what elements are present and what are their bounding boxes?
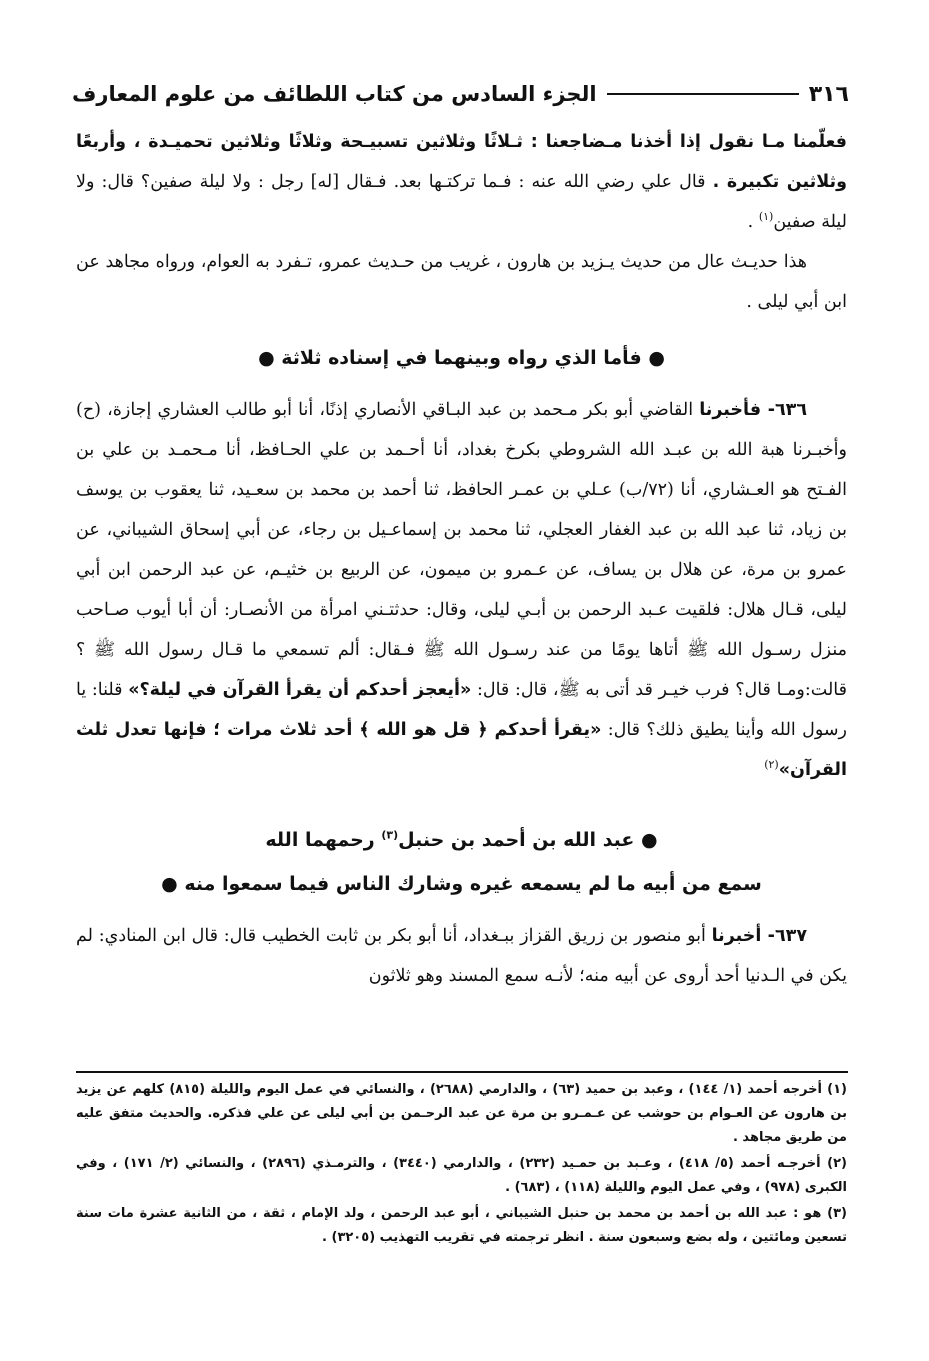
- running-title: الجزء السادس من كتاب اللطائف من علوم المعارف: [72, 82, 597, 106]
- quote-1: «أيعجز أحدكم أن يقرأ القرآن في ليلة؟»: [128, 680, 472, 700]
- main-text: [76, 122, 847, 996]
- header-rule: [607, 93, 799, 95]
- footnote-ref-2: (٢): [764, 758, 779, 772]
- footnote-ref-3: (٣): [381, 828, 399, 842]
- paragraph-end: .: [747, 212, 759, 232]
- narration-text: قال علي رضي الله عنه : فـما تركتـها بعد. فـقال [له] رجل : ولا ليلة صفين؟ قال: ولا ليلة صفين: [76, 172, 847, 232]
- page-header: [72, 74, 849, 114]
- paragraph-4-text: أبو منصور بن زريق القزاز ببـغداد، أنا أبو بكر بن ثابت الخطيب قال: قال ابن المنادي: لم يكن في الـدنيا أحد أروى عن أبيه منه؛ لأنـه سمع المسند وهو ثلاثون: [76, 926, 847, 986]
- hadith-text: فعلّمنا مـا نقول إذا أخذنا مـضاجعنا : ثـلاثًا وثلاثين تسبيـحة وثلاثًا وثلاثين تحميـدة ، وأربعًا وثلاثين تكبيرة .: [76, 132, 847, 192]
- section-heading-1: ● فأما الذي رواه وبينهما في إسناده ثلاثة ●: [258, 347, 665, 369]
- hadith-number-637: ٦٣٧- أخبرنا: [711, 926, 807, 946]
- page-number: ٣١٦: [808, 81, 849, 107]
- paragraph-1: [76, 122, 847, 242]
- heading-2-end: رحمهما الله: [265, 829, 382, 851]
- footnote-1: (١) أخرجه أحمد (١/ ١٤٤) ، وعبد بن حميد (٦٣) ، والدارمي (٢٦٨٨) ، والنسائي في عمل اليوم والليلة (٨١٥) كلهم عن يزيد بن هارون عن العـوام بن حوشب عن عـمـرو بن مرة عن عبد الرحـمن بن أبي ليلى عن علي فذكره. والحديث متفق عليه من طريق مجاهد .: [76, 1082, 847, 1145]
- hadith-number: ٦٣٦- فأخبرنا: [699, 400, 807, 420]
- paragraph-2: هذا حديـث عال من حديث يـزيد بن هارون ، غريب من حـديث عمرو، تـفرد به العوام، ورواه مجاهد عن ابن أبي ليلى .: [76, 252, 847, 312]
- footnote-ref-1: (١): [758, 210, 774, 224]
- quote-2: «يقرأ أحدكم ﴿ قل هو الله ﴾ أحد ثلاث مرات ؛ فإنها تعدل ثلث القرآن»: [76, 720, 847, 780]
- paragraph-4: [76, 916, 847, 996]
- narration-mid: قلنا: يا رسول الله وأينا يطيق ذلك؟ قال:: [76, 680, 847, 740]
- footnote-2: (٢) أخرجـه أحمد (٥/ ٤١٨) ، وعـبد بن حمـيد (٢٣٢) ، والدارمي (٣٤٤٠) ، والترمـذي (٢٨٩٦) ، والنسائي (٢/ ١٧١) ، وفي الكبرى (٩٧٨) ، وفي عمل اليوم والليلة (١١٨) ، (٦٨٣) .: [76, 1156, 847, 1195]
- section-heading-2: [76, 818, 847, 862]
- section-heading-3: سمع من أبيه ما لم يسمعه غيره وشارك الناس فيما سمعوا منه ●: [161, 873, 762, 895]
- isnad-text: القاضي أبو بكر مـحمد بن عبد البـاقي الأنصاري إذنًا، أنا أبو طالب العشاري إجازة، (ح) وأخبـرنا هبة الله بن عبـد الله الشروطي بكرخ بغداد، أنا أحـمد بن علي الحـافظ، أنا مـحمـد بن علي بن الفـتح هو العـشاري، أنا (٧٢/ب) عـلي بن عمـر الحافظ، ثنا أحمد بن محمد بن سعـيد، ثنا يعقوب بن يوسف بن زياد، ثنا عبد الله بن عبد الغفار العجلي، ثنا محمد بن إسماعـيل بن رجاء، عن أبي إسحاق الشيباني، عن عمرو بن مرة، عن هلال بن يساف، عن عـمرو بن ميمون، عن الربيع بن خثيـم، عن عبد الرحمن ابن أبي ليلى، قـال هلال: فلقيت عـبد الرحمن بن أبـي ليلى، وقال: حدثتـني امرأة من الأنصـار: أن أبا أيوب صـاحب منزل رسـول الله ﷺ أتاها يومًا من عند رسـول الله ﷺ فـقال: ألم تسمعي ما قـال رسول الله ﷺ ؟ قالت:ومـا قال؟ فرب خيـر قد أتى به ﷺ، قال: قال:: [76, 400, 847, 700]
- paragraph-3: [76, 390, 847, 790]
- heading-2-text: ● عبد الله بن أحمد بن حنبل: [398, 829, 658, 851]
- footnote-3: (٣) هو : عبد الله بن أحمد بن محمد بن حنبل الشيباني ، أبو عبد الرحمن ، ولد الإمام ، ثقة ، من الثانية عشرة مات سنة تسعين ومائتين ، وله بضع وسبعون سنة . انظر ترجمته في تقريب التهذيب (٣٢٠٥) .: [76, 1206, 847, 1245]
- footnotes: [76, 1078, 847, 1252]
- footnote-separator: [76, 1071, 848, 1073]
